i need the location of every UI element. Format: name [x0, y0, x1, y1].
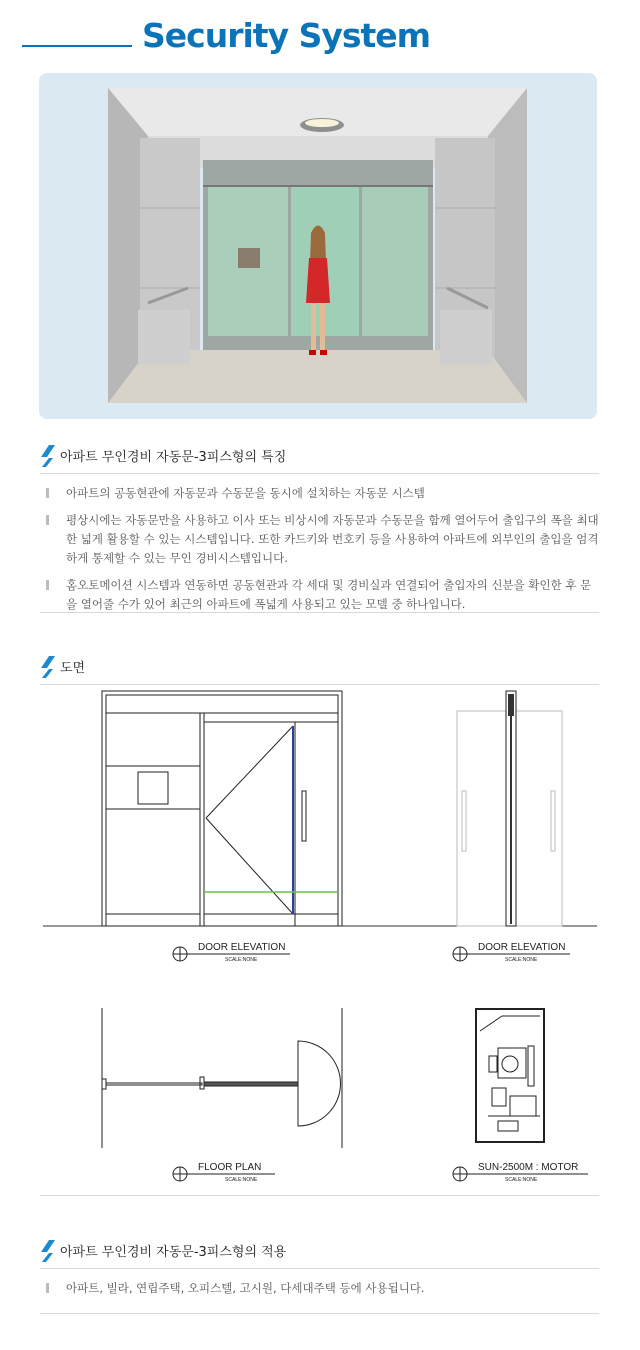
section-divider [40, 1313, 599, 1314]
applications-title: 아파트 무인경비 자동문-3피스형의 적용 [60, 1245, 287, 1260]
bullet-marker [46, 1283, 49, 1293]
list-item-text: 홈오토메이션 시스템과 연동하면 공동현관과 각 세대 및 경비실과 연결되어 출입자의 신분을 확인한 후 문을 열어줄 수가 있어 최근의 아파트에 폭넓게 사용되고 있는 모델 중 하나입니다. [66, 578, 592, 611]
motor-drawing [476, 1009, 544, 1142]
elevation-label-text: DOOR ELEVATION [198, 942, 286, 953]
bullet-marker [46, 488, 49, 498]
bullet-marker [46, 515, 49, 525]
product-photo-panel [39, 73, 597, 419]
motor-label [453, 1162, 588, 1183]
scale-text: SCALE:NONE [505, 1177, 538, 1183]
applications-header [40, 1234, 599, 1269]
applications-list [40, 1279, 599, 1306]
entrance-photo [108, 88, 527, 403]
list-item [40, 576, 599, 614]
section-divider [40, 1195, 599, 1196]
list-item [40, 511, 599, 568]
elevation-label-text: DOOR ELEVATION [478, 942, 566, 953]
list-item-text: 평상시에는 자동문만을 사용하고 이사 또는 비상시에 자동문과 수동문을 함께 열어두어 출입구의 폭을 최대한 넓게 활용할 수 있는 시스템입니다. 또한 카드키와 번호키 등을 사용하여 아파트에 외부인의 출입을 엄격하게 통제할 수 있는 무인 경비시스템입니다. [66, 513, 599, 565]
floor-plan-label [173, 1162, 275, 1183]
page-title: Security System [142, 16, 431, 55]
door-elevation-front [102, 691, 342, 926]
title-rule [22, 45, 132, 47]
scale-text: SCALE:NONE [225, 957, 258, 963]
drawings-header [40, 650, 599, 685]
list-item [40, 484, 599, 503]
list-item-text: 아파트의 공동현관에 자동문과 수동문을 동시에 설치하는 자동문 시스템 [66, 486, 425, 500]
side-rail [506, 691, 516, 926]
drawings-title: 도면 [60, 661, 86, 676]
section-divider [40, 612, 599, 613]
motor-label-text: SUN-2500M : MOTOR [478, 1162, 579, 1173]
technical-drawings [40, 686, 600, 1194]
elevation-label-2 [453, 942, 570, 963]
floor-plan-label-text: FLOOR PLAN [198, 1162, 262, 1173]
slash-bullet-icon [40, 1240, 56, 1262]
elevation-label-1 [173, 942, 290, 963]
features-header [40, 439, 599, 474]
scale-text: SCALE:NONE [505, 957, 538, 963]
list-item-text: 아파트, 빌라, 연립주택, 오피스텔, 고시원, 다세대주택 등에 사용됩니다. [66, 1281, 425, 1295]
bullet-marker [46, 580, 49, 590]
floor-plan [102, 1008, 342, 1148]
slash-bullet-icon [40, 656, 56, 678]
features-title: 아파트 무인경비 자동문-3피스형의 특징 [60, 450, 287, 465]
slash-bullet-icon [40, 445, 56, 467]
page-header [0, 14, 640, 64]
features-list [40, 484, 599, 622]
scale-text: SCALE:NONE [225, 1177, 258, 1183]
list-item [40, 1279, 599, 1298]
